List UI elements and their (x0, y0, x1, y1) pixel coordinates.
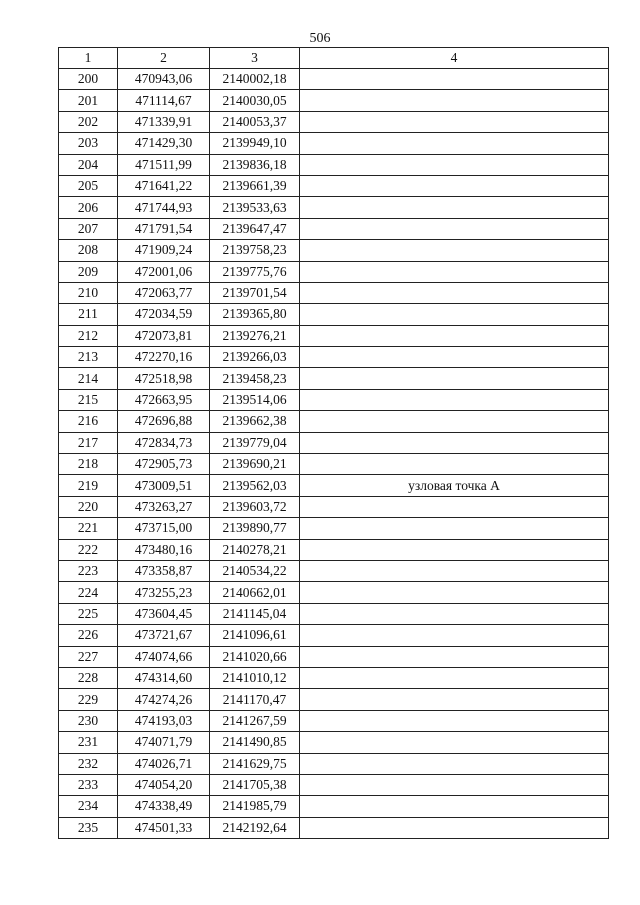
y-coordinate-cell: 2139775,76 (210, 261, 300, 282)
point-number-cell: 202 (59, 111, 118, 132)
x-coordinate-cell: 472696,88 (118, 411, 210, 432)
table-row (59, 133, 609, 154)
y-coordinate-cell: 2141096,61 (210, 625, 300, 646)
y-coordinate-cell: 2139701,54 (210, 282, 300, 303)
y-coordinate-cell: 2140053,37 (210, 111, 300, 132)
x-coordinate-cell: 472073,81 (118, 325, 210, 346)
table-row (59, 218, 609, 239)
y-coordinate-cell: 2140278,21 (210, 539, 300, 560)
x-coordinate-cell: 472270,16 (118, 347, 210, 368)
x-coordinate-cell: 474026,71 (118, 753, 210, 774)
table-row (59, 753, 609, 774)
point-number-cell: 229 (59, 689, 118, 710)
point-number-cell: 230 (59, 710, 118, 731)
y-coordinate-cell: 2141629,75 (210, 753, 300, 774)
point-number-cell: 219 (59, 475, 118, 496)
coordinates-table (58, 47, 609, 839)
x-coordinate-cell: 471511,99 (118, 154, 210, 175)
point-number-cell: 223 (59, 560, 118, 581)
x-coordinate-cell: 472518,98 (118, 368, 210, 389)
note-cell (300, 154, 609, 175)
x-coordinate-cell: 474274,26 (118, 689, 210, 710)
x-coordinate-cell: 472663,95 (118, 389, 210, 410)
point-number-cell: 222 (59, 539, 118, 560)
point-number-cell: 216 (59, 411, 118, 432)
table-row (59, 667, 609, 688)
table-row (59, 539, 609, 560)
point-number-cell: 234 (59, 796, 118, 817)
table-row (59, 347, 609, 368)
note-cell (300, 69, 609, 90)
y-coordinate-cell: 2139836,18 (210, 154, 300, 175)
point-number-cell: 231 (59, 732, 118, 753)
note-cell (300, 603, 609, 624)
note-cell (300, 732, 609, 753)
point-number-cell: 213 (59, 347, 118, 368)
note-cell (300, 625, 609, 646)
note-cell (300, 539, 609, 560)
table-row (59, 560, 609, 581)
table-row (59, 518, 609, 539)
point-number-cell: 214 (59, 368, 118, 389)
x-coordinate-cell: 473009,51 (118, 475, 210, 496)
note-cell (300, 496, 609, 517)
x-coordinate-cell: 474501,33 (118, 817, 210, 838)
table-row (59, 90, 609, 111)
y-coordinate-cell: 2140002,18 (210, 69, 300, 90)
x-coordinate-cell: 472034,59 (118, 304, 210, 325)
point-number-cell: 221 (59, 518, 118, 539)
x-coordinate-cell: 474074,66 (118, 646, 210, 667)
note-cell (300, 218, 609, 239)
note-cell (300, 197, 609, 218)
x-coordinate-cell: 473715,00 (118, 518, 210, 539)
note-cell (300, 796, 609, 817)
note-cell (300, 389, 609, 410)
point-number-cell: 226 (59, 625, 118, 646)
table-row (59, 154, 609, 175)
y-coordinate-cell: 2139949,10 (210, 133, 300, 154)
note-cell (300, 90, 609, 111)
table-row (59, 240, 609, 261)
point-number-cell: 228 (59, 667, 118, 688)
y-coordinate-cell: 2141145,04 (210, 603, 300, 624)
table-row (59, 389, 609, 410)
x-coordinate-cell: 473255,23 (118, 582, 210, 603)
note-cell: узловая точка А (300, 475, 609, 496)
x-coordinate-cell: 472905,73 (118, 454, 210, 475)
note-cell (300, 282, 609, 303)
table-row (59, 304, 609, 325)
y-coordinate-cell: 2139266,03 (210, 347, 300, 368)
point-number-cell: 217 (59, 432, 118, 453)
note-cell (300, 560, 609, 581)
y-coordinate-cell: 2139365,80 (210, 304, 300, 325)
table-row (59, 774, 609, 795)
point-number-cell: 218 (59, 454, 118, 475)
point-number-cell: 232 (59, 753, 118, 774)
point-number-cell: 225 (59, 603, 118, 624)
y-coordinate-cell: 2139562,03 (210, 475, 300, 496)
x-coordinate-cell: 473721,67 (118, 625, 210, 646)
note-cell (300, 817, 609, 838)
y-coordinate-cell: 2141267,59 (210, 710, 300, 731)
table-row (59, 796, 609, 817)
table-row (59, 282, 609, 303)
note-cell (300, 304, 609, 325)
point-number-cell: 203 (59, 133, 118, 154)
point-number-cell: 200 (59, 69, 118, 90)
y-coordinate-cell: 2139661,39 (210, 175, 300, 196)
point-number-cell: 211 (59, 304, 118, 325)
point-number-cell: 206 (59, 197, 118, 218)
table-row (59, 603, 609, 624)
y-coordinate-cell: 2141010,12 (210, 667, 300, 688)
y-coordinate-cell: 2141985,79 (210, 796, 300, 817)
note-cell (300, 710, 609, 731)
y-coordinate-cell: 2141170,47 (210, 689, 300, 710)
note-cell (300, 774, 609, 795)
y-coordinate-cell: 2139603,72 (210, 496, 300, 517)
column-header-3: 3 (210, 48, 300, 69)
x-coordinate-cell: 470943,06 (118, 69, 210, 90)
table-row (59, 496, 609, 517)
x-coordinate-cell: 471429,30 (118, 133, 210, 154)
table-body (59, 69, 609, 839)
point-number-cell: 204 (59, 154, 118, 175)
table-row (59, 111, 609, 132)
point-number-cell: 209 (59, 261, 118, 282)
y-coordinate-cell: 2139890,77 (210, 518, 300, 539)
x-coordinate-cell: 471909,24 (118, 240, 210, 261)
table-row (59, 454, 609, 475)
x-coordinate-cell: 473358,87 (118, 560, 210, 581)
x-coordinate-cell: 472834,73 (118, 432, 210, 453)
point-number-cell: 208 (59, 240, 118, 261)
table-row (59, 625, 609, 646)
table-row (59, 261, 609, 282)
y-coordinate-cell: 2139779,04 (210, 432, 300, 453)
table-row (59, 732, 609, 753)
point-number-cell: 224 (59, 582, 118, 603)
point-number-cell: 210 (59, 282, 118, 303)
note-cell (300, 753, 609, 774)
y-coordinate-cell: 2139276,21 (210, 325, 300, 346)
y-coordinate-cell: 2139662,38 (210, 411, 300, 432)
x-coordinate-cell: 474338,49 (118, 796, 210, 817)
y-coordinate-cell: 2139514,06 (210, 389, 300, 410)
note-cell (300, 175, 609, 196)
x-coordinate-cell: 473480,16 (118, 539, 210, 560)
point-number-cell: 205 (59, 175, 118, 196)
table-row (59, 69, 609, 90)
y-coordinate-cell: 2140030,05 (210, 90, 300, 111)
note-cell (300, 689, 609, 710)
x-coordinate-cell: 473263,27 (118, 496, 210, 517)
point-number-cell: 201 (59, 90, 118, 111)
table-row (59, 475, 609, 496)
y-coordinate-cell: 2139647,47 (210, 218, 300, 239)
x-coordinate-cell: 474054,20 (118, 774, 210, 795)
x-coordinate-cell: 472001,06 (118, 261, 210, 282)
note-cell (300, 261, 609, 282)
y-coordinate-cell: 2141020,66 (210, 646, 300, 667)
point-number-cell: 215 (59, 389, 118, 410)
note-cell (300, 454, 609, 475)
table-row (59, 432, 609, 453)
point-number-cell: 212 (59, 325, 118, 346)
x-coordinate-cell: 473604,45 (118, 603, 210, 624)
x-coordinate-cell: 471744,93 (118, 197, 210, 218)
table-row (59, 175, 609, 196)
note-cell (300, 667, 609, 688)
point-number-cell: 220 (59, 496, 118, 517)
y-coordinate-cell: 2141705,38 (210, 774, 300, 795)
note-cell (300, 240, 609, 261)
y-coordinate-cell: 2140534,22 (210, 560, 300, 581)
x-coordinate-cell: 471339,91 (118, 111, 210, 132)
y-coordinate-cell: 2139690,21 (210, 454, 300, 475)
x-coordinate-cell: 471114,67 (118, 90, 210, 111)
y-coordinate-cell: 2139458,23 (210, 368, 300, 389)
x-coordinate-cell: 474314,60 (118, 667, 210, 688)
point-number-cell: 227 (59, 646, 118, 667)
y-coordinate-cell: 2139533,63 (210, 197, 300, 218)
note-cell (300, 368, 609, 389)
point-number-cell: 233 (59, 774, 118, 795)
table-row (59, 689, 609, 710)
column-header-2: 2 (118, 48, 210, 69)
y-coordinate-cell: 2141490,85 (210, 732, 300, 753)
x-coordinate-cell: 471641,22 (118, 175, 210, 196)
x-coordinate-cell: 474071,79 (118, 732, 210, 753)
note-cell (300, 325, 609, 346)
table-header-row (59, 48, 609, 69)
column-header-1: 1 (59, 48, 118, 69)
table-row (59, 646, 609, 667)
note-cell (300, 111, 609, 132)
note-cell (300, 646, 609, 667)
point-number-cell: 235 (59, 817, 118, 838)
table-row (59, 325, 609, 346)
note-cell (300, 518, 609, 539)
table-row (59, 582, 609, 603)
column-header-4: 4 (300, 48, 609, 69)
table-row (59, 710, 609, 731)
note-cell (300, 432, 609, 453)
y-coordinate-cell: 2139758,23 (210, 240, 300, 261)
page-number: 506 (309, 31, 331, 46)
note-cell (300, 133, 609, 154)
x-coordinate-cell: 471791,54 (118, 218, 210, 239)
point-number-cell: 207 (59, 218, 118, 239)
table-row (59, 817, 609, 838)
table-row (59, 411, 609, 432)
x-coordinate-cell: 474193,03 (118, 710, 210, 731)
y-coordinate-cell: 2142192,64 (210, 817, 300, 838)
note-cell (300, 411, 609, 432)
table-row (59, 197, 609, 218)
x-coordinate-cell: 472063,77 (118, 282, 210, 303)
y-coordinate-cell: 2140662,01 (210, 582, 300, 603)
note-cell (300, 347, 609, 368)
table-row (59, 368, 609, 389)
note-cell (300, 582, 609, 603)
